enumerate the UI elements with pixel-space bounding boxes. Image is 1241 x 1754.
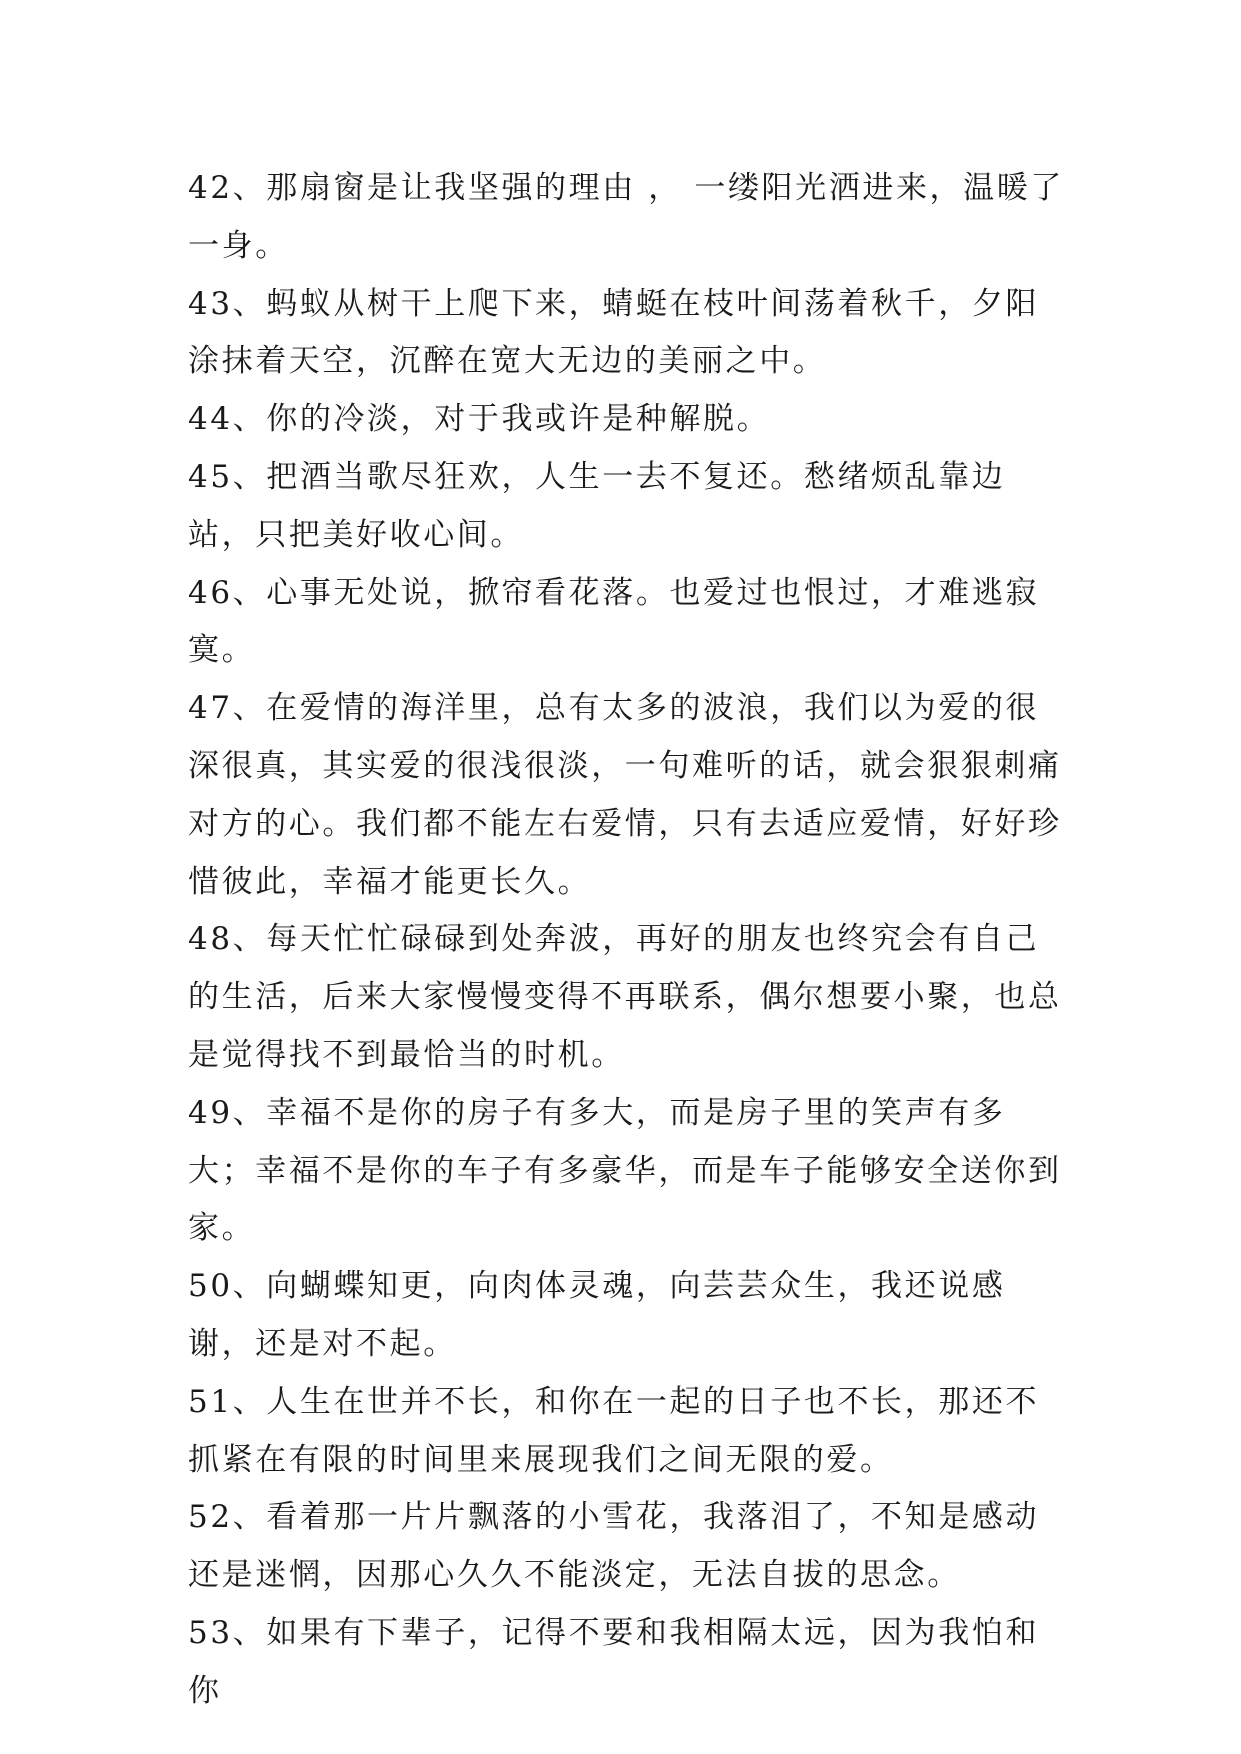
entry-text: 幸福不是你的房子有多大，而是房子里的笑声有多大；幸福不是你的车子有多豪华，而是车子能够安全送你到家。: [188, 1094, 1062, 1247]
entry-text: 那扇窗是让我坚强的理由 ， 一缕阳光洒进来，温暖了一身。: [188, 170, 1064, 264]
entry-number: 44、: [188, 401, 267, 438]
list-item: [188, 565, 1068, 681]
entry-number: 52、: [188, 1499, 267, 1536]
entry-number: 49、: [188, 1094, 267, 1131]
list-item: [188, 1374, 1068, 1490]
list-item: [188, 276, 1068, 392]
entry-text: 把酒当歌尽狂欢，人生一去不复还。愁绪烦乱靠边站，只把美好收心间。: [188, 458, 1006, 553]
list-item: [188, 911, 1068, 1084]
entry-number: 51、: [188, 1383, 267, 1420]
list-item: [188, 449, 1068, 565]
entry-number: 42、: [188, 170, 267, 206]
entry-number: 53、: [188, 1614, 267, 1651]
entry-text: 如果有下辈子，记得不要和我相隔太远，因为我怕和你: [188, 1614, 1040, 1709]
entry-number: 45、: [188, 458, 267, 495]
document-body: [188, 160, 1068, 1721]
list-item: [188, 1085, 1068, 1258]
entry-text: 心事无处说，掀帘看花落。也爱过也恨过，才难逃寂寞。: [188, 574, 1040, 669]
entry-number: 47、: [188, 690, 267, 727]
entry-number: 50、: [188, 1268, 267, 1305]
entry-number: 48、: [188, 921, 267, 958]
entry-number: 43、: [188, 285, 267, 322]
list-item: [188, 1258, 1068, 1374]
list-item: [188, 391, 1068, 449]
entry-text: 蚂蚁从树干上爬下来，蜻蜓在枝叶间荡着秋千，夕阳涂抹着天空，沉醉在宽大无边的美丽之中。: [188, 285, 1040, 380]
entry-number: 46、: [188, 574, 267, 611]
entry-text: 看着那一片片飘落的小雪花，我落泪了，不知是感动还是迷惘，因那心久久不能淡定，无法自拔的思念。: [188, 1499, 1040, 1594]
list-item: [188, 1605, 1068, 1721]
list-item: [188, 160, 1068, 276]
entry-text: 每天忙忙碌碌到处奔波，再好的朋友也终究会有自己的生活，后来大家慢慢变得不再联系，偶尔想要小聚，也总是觉得找不到最恰当的时机。: [188, 921, 1062, 1073]
entry-text: 向蝴蝶知更，向肉体灵魂，向芸芸众生，我还说感谢，还是对不起。: [188, 1268, 1006, 1362]
entry-text: 在爱情的海洋里，总有太多的波浪，我们以为爱的很深很真，其实爱的很浅很淡，一句难听的话，就会狠狠刺痛对方的心。我们都不能左右爱情，只有去适应爱情，好好珍惜彼此，幸福才能更长久。: [188, 690, 1062, 900]
entry-text: 你的冷淡，对于我或许是种解脱。: [266, 401, 771, 438]
entry-text: 人生在世并不长，和你在一起的日子也不长，那还不抓紧在有限的时间里来展现我们之间无限的爱。: [188, 1383, 1040, 1478]
list-item: [188, 1489, 1068, 1605]
list-item: [188, 680, 1068, 911]
